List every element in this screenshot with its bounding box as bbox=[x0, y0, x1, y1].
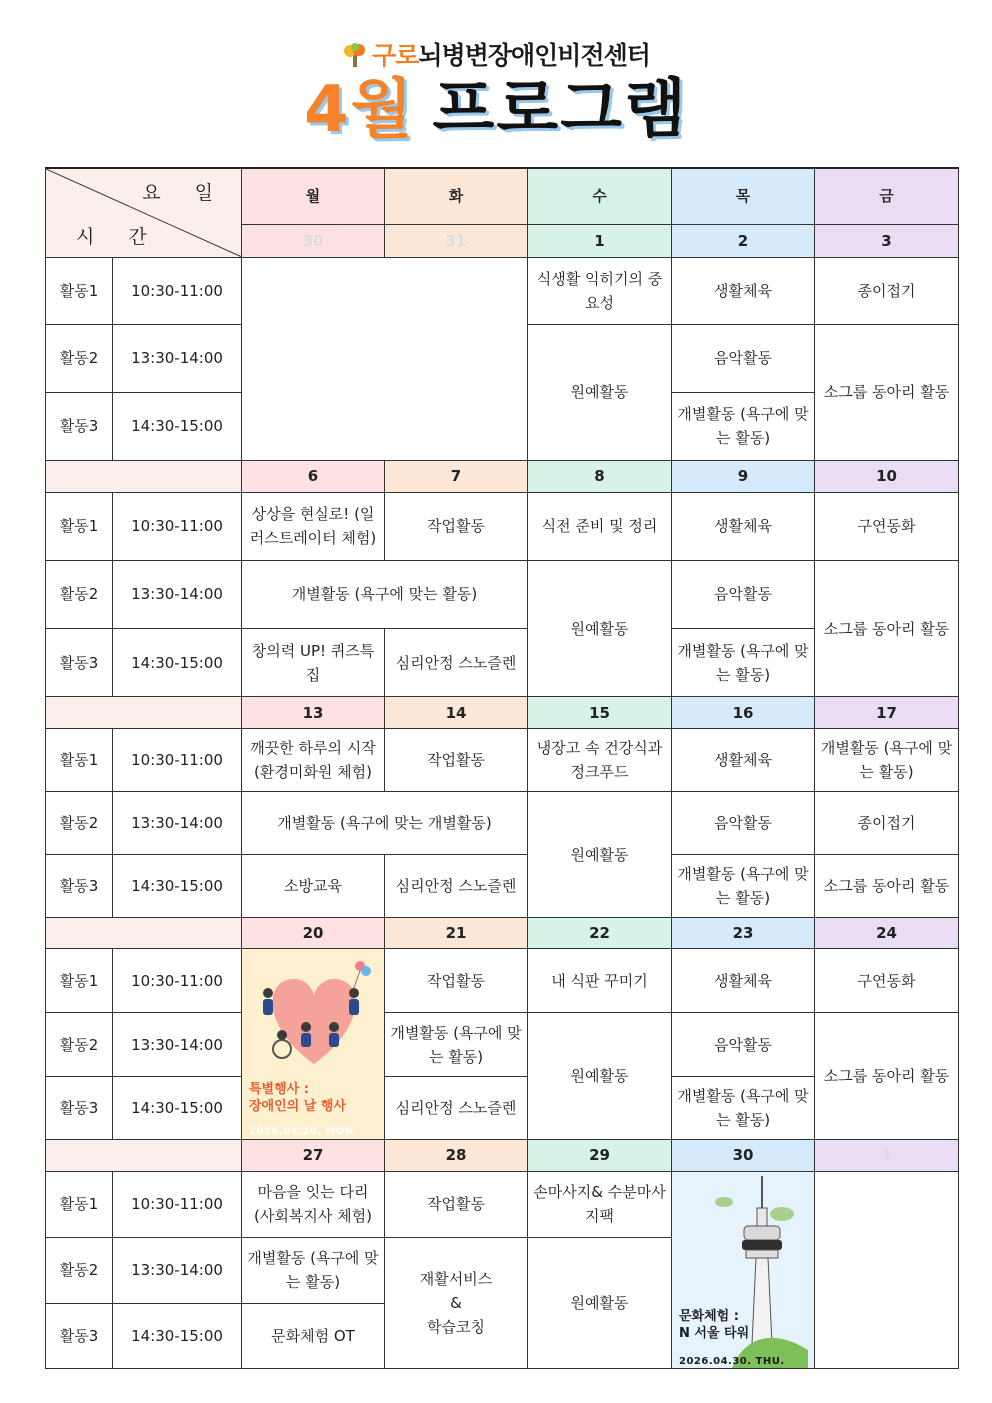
activity-cell: 문화체험 OT bbox=[242, 1303, 385, 1368]
date-cell: 30 bbox=[672, 1139, 815, 1171]
date-cell: 16 bbox=[672, 697, 815, 729]
date-cell: 27 bbox=[242, 1139, 385, 1171]
activity-time: 10:30-11:00 bbox=[113, 1171, 242, 1237]
activity-cell: 종이접기 bbox=[815, 257, 959, 324]
activity-time: 10:30-11:00 bbox=[113, 729, 242, 792]
activity-cell: 작업활동 bbox=[385, 1171, 528, 1237]
activity-cell: 생활체육 bbox=[672, 492, 815, 560]
activity-label: 활동1 bbox=[46, 257, 113, 324]
activity-cell: 소방교육 bbox=[242, 855, 385, 918]
activity-time: 14:30-15:00 bbox=[113, 629, 242, 697]
activity-cell: 소그룹 동아리 활동 bbox=[815, 560, 959, 696]
activity-cell: 음악활동 bbox=[672, 792, 815, 855]
date-cell: 1 bbox=[528, 224, 672, 257]
activity-cell: 마음을 잇는 다리 (사회복지사 체험) bbox=[242, 1171, 385, 1237]
page-header bbox=[0, 30, 992, 160]
n-seoul-tower-poster bbox=[672, 1171, 815, 1368]
activity-cell: 개별활동 (욕구에 맞는 활동) bbox=[242, 1237, 385, 1303]
activity-time: 13:30-14:00 bbox=[113, 1013, 242, 1076]
tower-poster-box bbox=[672, 1172, 814, 1368]
activity-label: 활동3 bbox=[46, 855, 113, 918]
date-cell: 17 bbox=[815, 697, 959, 729]
activity-cell: 심리안정 스노즐렌 bbox=[385, 629, 528, 697]
activity-cell bbox=[385, 1237, 528, 1368]
date-cell: 15 bbox=[528, 697, 672, 729]
event-poster-title-line1: 특별행사 : bbox=[249, 1082, 309, 1098]
page-title bbox=[0, 70, 992, 150]
activity-label: 활동3 bbox=[46, 629, 113, 697]
rehab-line1: 재활서비스 bbox=[419, 1269, 493, 1288]
activity-label: 활동2 bbox=[46, 1237, 113, 1303]
date-cell: 31 bbox=[385, 224, 528, 257]
corner-header bbox=[46, 168, 242, 257]
center-name bbox=[0, 36, 992, 72]
week-spacer bbox=[46, 460, 242, 492]
activity-cell: 작업활동 bbox=[385, 492, 528, 560]
activity-label: 활동1 bbox=[46, 492, 113, 560]
activity-time: 13:30-14:00 bbox=[113, 792, 242, 855]
heart-kids-illustration bbox=[242, 949, 384, 1079]
activity-label: 활동2 bbox=[46, 1013, 113, 1076]
program-title: 프로그램 bbox=[432, 73, 688, 147]
rehab-line3: 학습코칭 bbox=[427, 1317, 485, 1336]
week-spacer bbox=[46, 918, 242, 949]
activity-cell: 소그룹 동아리 활동 bbox=[815, 1013, 959, 1139]
day-header-wed: 수 bbox=[528, 168, 672, 224]
activity-label: 활동3 bbox=[46, 392, 113, 460]
activity-cell: 원예활동 bbox=[528, 324, 672, 460]
activity-label: 활동3 bbox=[46, 1076, 113, 1139]
activity-time: 10:30-11:00 bbox=[113, 492, 242, 560]
date-cell: 24 bbox=[815, 918, 959, 949]
tree-logo-icon bbox=[342, 42, 368, 68]
tower-poster-title-line2: N 서울 타워 bbox=[679, 1325, 750, 1341]
activity-cell: 원예활동 bbox=[528, 792, 672, 918]
date-cell: 21 bbox=[385, 918, 528, 949]
activity-cell: 깨끗한 하루의 시작 (환경미화원 체험) bbox=[242, 729, 385, 792]
activity-time: 13:30-14:00 bbox=[113, 324, 242, 392]
activity-label: 활동1 bbox=[46, 729, 113, 792]
activity-cell: 작업활동 bbox=[385, 949, 528, 1013]
date-cell: 30 bbox=[242, 224, 385, 257]
date-cell: 1 bbox=[815, 1139, 959, 1171]
center-name-rest: 뇌병변장애인비전센터 bbox=[418, 41, 650, 70]
activity-cell: 원예활동 bbox=[528, 560, 672, 696]
day-header-mon: 월 bbox=[242, 168, 385, 224]
activity-time: 10:30-11:00 bbox=[113, 949, 242, 1013]
activity-cell: 상상을 현실로! (일러스트레이터 체험) bbox=[242, 492, 385, 560]
activity-cell: 음악활동 bbox=[672, 324, 815, 392]
activity-label: 활동1 bbox=[46, 949, 113, 1013]
center-name-prefix: 구로 bbox=[372, 41, 419, 70]
activity-cell: 구연동화 bbox=[815, 492, 959, 560]
date-cell: 14 bbox=[385, 697, 528, 729]
activity-cell: 원예활동 bbox=[528, 1237, 672, 1368]
activity-cell: 구연동화 bbox=[815, 949, 959, 1013]
activity-label: 활동2 bbox=[46, 560, 113, 628]
activity-cell: 생활체육 bbox=[672, 949, 815, 1013]
activity-cell: 식전 준비 및 정리 bbox=[528, 492, 672, 560]
date-cell: 23 bbox=[672, 918, 815, 949]
activity-cell: 내 식판 꾸미기 bbox=[528, 949, 672, 1013]
program-calendar-table bbox=[45, 167, 959, 1369]
tower-poster-title-line1: 문화체험 : bbox=[679, 1308, 739, 1324]
day-header-tue: 화 bbox=[385, 168, 528, 224]
date-cell: 29 bbox=[528, 1139, 672, 1171]
activity-label: 활동2 bbox=[46, 792, 113, 855]
activity-time: 10:30-11:00 bbox=[113, 257, 242, 324]
activity-time: 14:30-15:00 bbox=[113, 392, 242, 460]
activity-cell: 음악활동 bbox=[672, 1013, 815, 1076]
date-cell: 2 bbox=[672, 224, 815, 257]
activity-cell: 작업활동 bbox=[385, 729, 528, 792]
activity-cell: 심리안정 스노즐렌 bbox=[385, 855, 528, 918]
activity-time: 14:30-15:00 bbox=[113, 1303, 242, 1368]
activity-cell: 원예활동 bbox=[528, 1013, 672, 1139]
activity-cell: 식생활 익히기의 중요성 bbox=[528, 257, 672, 324]
activity-cell: 소그룹 동아리 활동 bbox=[815, 855, 959, 918]
empty-cell bbox=[242, 257, 528, 460]
date-cell: 9 bbox=[672, 460, 815, 492]
activity-cell: 개별활동 (욕구에 맞는 활동) bbox=[672, 1076, 815, 1139]
date-cell: 13 bbox=[242, 697, 385, 729]
date-cell: 10 bbox=[815, 460, 959, 492]
corner-day-label: 요 일 bbox=[142, 182, 227, 204]
activity-cell: 냉장고 속 건강식과 정크푸드 bbox=[528, 729, 672, 792]
date-cell: 8 bbox=[528, 460, 672, 492]
rehab-line2: & bbox=[450, 1293, 462, 1312]
activity-cell: 개별활동 (욕구에 맞는 활동) bbox=[672, 629, 815, 697]
activity-cell: 창의력 UP! 퀴즈특집 bbox=[242, 629, 385, 697]
activity-label: 활동2 bbox=[46, 324, 113, 392]
activity-cell: 종이접기 bbox=[815, 792, 959, 855]
event-poster-date: 2026.04.20. MON. bbox=[249, 1126, 359, 1138]
activity-time: 13:30-14:00 bbox=[113, 1237, 242, 1303]
date-cell: 7 bbox=[385, 460, 528, 492]
week-spacer bbox=[46, 697, 242, 729]
activity-cell: 심리안정 스노즐렌 bbox=[385, 1076, 528, 1139]
date-cell: 28 bbox=[385, 1139, 528, 1171]
event-poster-title-line2: 장애인의 날 행사 bbox=[249, 1099, 346, 1115]
activity-cell: 개별활동 (욕구에 맞는 활동) bbox=[385, 1013, 528, 1076]
activity-time: 13:30-14:00 bbox=[113, 560, 242, 628]
date-cell: 22 bbox=[528, 918, 672, 949]
activity-cell: 생활체육 bbox=[672, 729, 815, 792]
activity-cell: 개별활동 (욕구에 맞는 활동) bbox=[672, 855, 815, 918]
activity-cell: 소그룹 동아리 활동 bbox=[815, 324, 959, 460]
week-spacer bbox=[46, 1139, 242, 1171]
empty-cell bbox=[815, 1171, 959, 1368]
date-cell: 6 bbox=[242, 460, 385, 492]
activity-time: 14:30-15:00 bbox=[113, 1076, 242, 1139]
tower-poster-date: 2026.04.30. THU. bbox=[679, 1355, 785, 1367]
activity-cell: 생활체육 bbox=[672, 257, 815, 324]
activity-label: 활동3 bbox=[46, 1303, 113, 1368]
activity-cell: 개별활동 (욕구에 맞는 활동) bbox=[672, 392, 815, 460]
activity-cell: 손마사지& 수분마사지팩 bbox=[528, 1171, 672, 1237]
disability-day-event-poster bbox=[242, 949, 385, 1139]
activity-label: 활동1 bbox=[46, 1171, 113, 1237]
date-cell: 20 bbox=[242, 918, 385, 949]
date-cell: 3 bbox=[815, 224, 959, 257]
corner-time-label: 시 간 bbox=[76, 225, 161, 248]
event-poster-box bbox=[242, 949, 384, 1138]
month-title: 4월 bbox=[304, 73, 415, 147]
activity-cell: 음악활동 bbox=[672, 560, 815, 628]
activity-cell: 개별활동 (욕구에 맞는 개별활동) bbox=[242, 792, 528, 855]
activity-cell: 개별활동 (욕구에 맞는 활동) bbox=[815, 729, 959, 792]
activity-cell: 개별활동 (욕구에 맞는 활동) bbox=[242, 560, 528, 628]
activity-time: 14:30-15:00 bbox=[113, 855, 242, 918]
day-header-fri: 금 bbox=[815, 168, 959, 224]
day-header-thu: 목 bbox=[672, 168, 815, 224]
